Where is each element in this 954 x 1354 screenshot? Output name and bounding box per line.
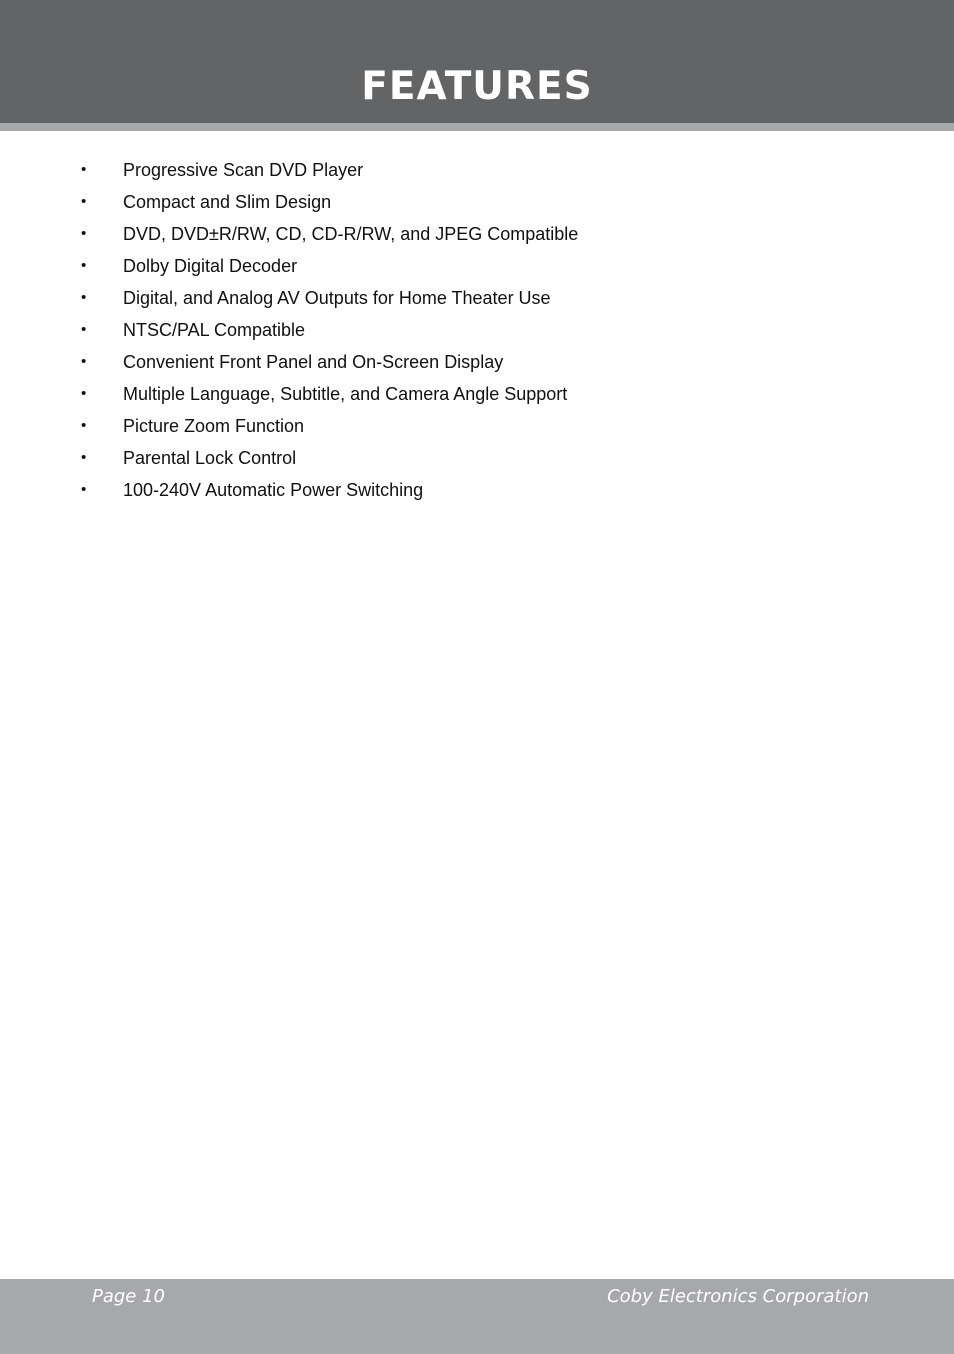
bullet-icon: • xyxy=(81,481,87,498)
feature-list xyxy=(0,154,954,506)
feature-item xyxy=(0,186,954,218)
feature-text: Compact and Slim Design xyxy=(123,192,332,212)
feature-text: Picture Zoom Function xyxy=(123,416,305,436)
bullet-icon: • xyxy=(81,161,87,178)
bullet-icon: • xyxy=(81,257,87,274)
header-bar xyxy=(0,0,954,123)
company-name: Coby Electronics Corporation xyxy=(607,1286,869,1307)
bullet-icon: • xyxy=(81,193,87,210)
feature-text: Parental Lock Control xyxy=(123,448,297,468)
bullet-icon: • xyxy=(81,417,87,434)
feature-text: NTSC/PAL Compatible xyxy=(123,320,306,340)
feature-item xyxy=(0,250,954,282)
feature-text: Progressive Scan DVD Player xyxy=(123,160,364,180)
page-number: Page 10 xyxy=(92,1286,166,1307)
feature-item xyxy=(0,474,954,506)
bullet-icon: • xyxy=(81,289,87,306)
bullet-icon: • xyxy=(81,321,87,338)
feature-text: 100-240V Automatic Power Switching xyxy=(123,480,424,500)
feature-item xyxy=(0,218,954,250)
feature-item xyxy=(0,314,954,346)
feature-item xyxy=(0,346,954,378)
footer-bar xyxy=(0,1279,954,1354)
feature-text: DVD, DVD±R/RW, CD, CD-R/RW, and JPEG Compatible xyxy=(123,224,579,244)
feature-text: Multiple Language, Subtitle, and Camera Angle Support xyxy=(123,384,568,404)
feature-item xyxy=(0,378,954,410)
feature-text: Convenient Front Panel and On-Screen Display xyxy=(123,352,504,372)
feature-item xyxy=(0,154,954,186)
feature-text: Dolby Digital Decoder xyxy=(123,256,298,276)
feature-item xyxy=(0,410,954,442)
feature-item xyxy=(0,442,954,474)
bullet-icon: • xyxy=(81,385,87,402)
bullet-icon: • xyxy=(81,225,87,242)
feature-text: Digital, and Analog AV Outputs for Home Theater Use xyxy=(123,288,551,308)
page-title: FEATURES xyxy=(361,64,593,110)
bullet-icon: • xyxy=(81,449,87,466)
bullet-icon: • xyxy=(81,353,87,370)
feature-item xyxy=(0,282,954,314)
header-divider xyxy=(0,123,954,131)
